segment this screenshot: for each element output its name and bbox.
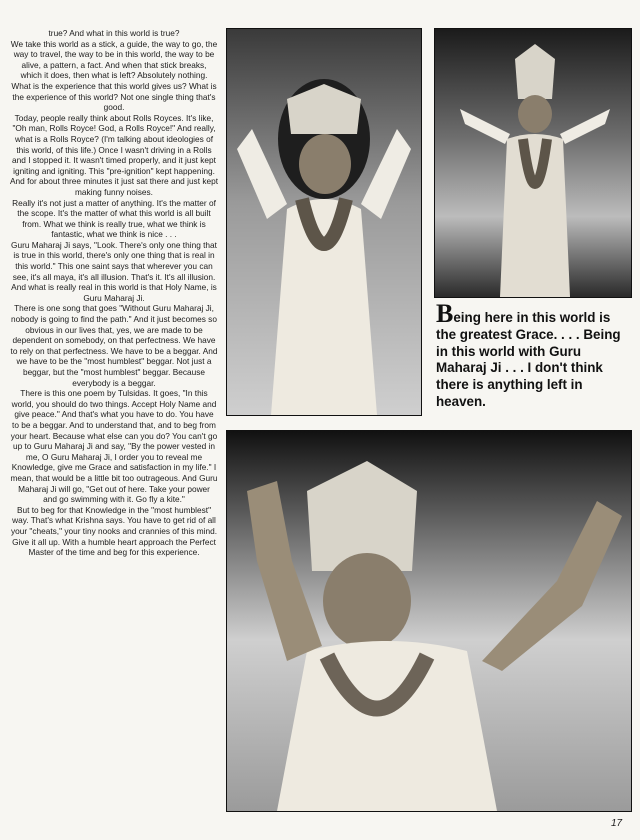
paragraph: true? And what in this world is true? [48, 28, 180, 38]
paragraph: There is one song that goes "Without Guru Maharaj Ji, nobody is going to find the path." And it just becomes so obvious in our lives that, yes, we are made to be dependent on somebody, on that perfectness. We have to rely on that perfectness. We have to be a beggar. And we have to be the "most humblest" beggar. Not just a beggar, but the "most humblest" beggar. Because everybody is a beggar. [10, 303, 218, 388]
pull-quote [436, 299, 632, 411]
paragraph: We take this world as a stick, a guide, the way to go, the way to travel, the way to be in this world, the way to be alive, a pattern, a fact. And when that stick breaks, which it does, then what is left? Absolutely nothing. What is the experience that this world gives us? What is the experience of this world? Not one single thing that's good. [10, 38, 218, 113]
pull-quote-dropcap: B [436, 299, 454, 328]
paragraph: Today, people really think about Rolls Royces. It's like, "Oh man, Rolls Royce! God, a Rolls Royce!" And really, what is a Rolls Royce? (I'm talking about ideologies of this world, of this life.) Once I wasn't driving in a Rolls and I stopped it. It wasn't timed properly, and it just kept igniting and igniting. This "pre-ignition" kept happening. And for about three minutes it just sat there and just kept making funny noises. [10, 112, 219, 197]
pull-quote-text: eing here in this world is the greatest Grace. . . . Being in this world with Guru Maharaj Ji . . . I don't think there is anything left in heaven. [436, 310, 621, 409]
paragraph: But to beg for that Knowledge in the "most humblest" way. That's what Krishna says. You have to get rid of all your "cheats," your tiny nooks and crannies of this mind. Give it all up. With a humble heart approach the Perfect Master of the time and beg for this experience. [10, 504, 218, 558]
photo-performer-stage [434, 28, 632, 298]
photo-performer-arms-raised [226, 28, 422, 416]
paragraph: Guru Maharaj Ji says, "Look. There's only one thing that is true in this world, there's only one thing that is real in this world." This one saint says that wherever you can see, it's all maya, it's all illusion. That's it. It's all illusion. And what is really real in this world is that Holy Name, is Guru Maharaj Ji. [11, 239, 217, 303]
paragraph: There is this one poem by Tulsidas. It goes, "In this world, you should do two things. Accept Holy Name and give peace." And that's what you have to do. You have to be a beggar. And to understand that, and to beg from your heart. Because what else can you do? You can't go up to Guru Maharaj Ji and say, "By the power vested in me, O Guru Maharaj Ji, I order you to reveal me Knowledge, give me Grace and satisfaction in my life." I mean, that would be a little bit too outrageous. And Guru Maharaj Ji will go, "Get out of here. Take your power and go swimming with it. Go fly a kite." [10, 388, 218, 505]
page-number: 17 [611, 818, 623, 829]
article-column [10, 28, 218, 558]
photo-performer-smiling [226, 430, 632, 812]
paragraph: Really it's not just a matter of anything. It's the matter of the scope. It's the matter of what this world is all built from. What we think is really true, what we think is fantastic, what we think is nice . . . [12, 197, 216, 240]
